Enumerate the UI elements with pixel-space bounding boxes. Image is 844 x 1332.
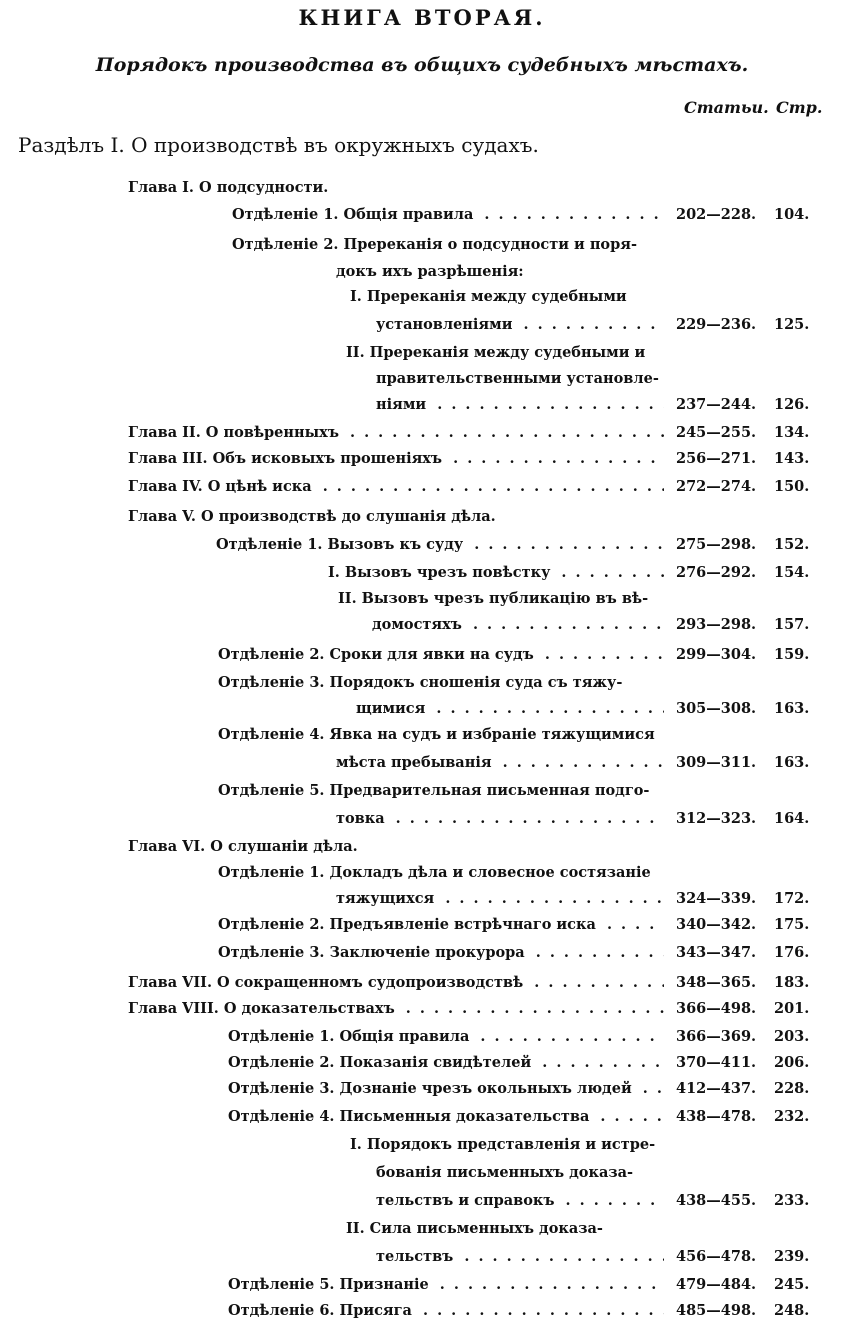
toc-entry-text: Отдѣленіе 1. Общія правила [228,1028,473,1045]
toc-entry [128,476,664,498]
toc-entry [336,752,664,774]
toc-entry [128,422,664,444]
toc-articles: 275—298. [676,536,757,553]
toc-entry-text: Глава II. О повѣренныхъ [128,424,343,441]
toc-entry-text: Отдѣленіе 5. Признаніе [228,1276,433,1293]
toc-entry-text: Отдѣленіе 3. Заключеніе прокурора [218,944,529,961]
toc-articles: 456—478. [676,1248,757,1265]
toc-entry [216,534,664,556]
toc-entry-text: II. Вызовъ чрезъ публикацію въ вѣ- [338,590,652,607]
toc-row [0,1104,844,1130]
toc-entry [232,234,664,256]
toc-row [0,284,844,310]
column-header-articles: Статьи. [684,98,769,117]
toc-row [0,586,844,612]
book-subtitle: Порядокъ производства въ общихъ судебныхъ мѣстахъ. [95,54,749,76]
toc-entry [376,368,664,390]
column-header-page: Стр. [776,98,823,117]
toc-row [0,420,844,446]
toc-page-number: 104. [774,206,810,223]
toc-articles: 340—342. [676,916,757,933]
toc-entry [228,1300,664,1322]
toc-row [0,886,844,912]
toc-page-number: 154. [774,564,810,581]
toc-page-number: 203. [774,1028,810,1045]
toc-row [0,750,844,776]
toc-entry [350,1134,664,1156]
toc-row [0,940,844,966]
toc-articles: 438—455. [676,1192,757,1209]
toc-row [0,996,844,1022]
toc-entry [218,942,664,964]
toc-row [0,1298,844,1324]
toc-page-number: 233. [774,1192,810,1209]
toc-entry-text: Отдѣленіе 5. Предварительная письменная подго- [218,782,653,799]
toc-page-number: 176. [774,944,810,961]
toc-entry [128,972,664,994]
toc-row [0,474,844,500]
toc-articles: 272—274. [676,478,757,495]
toc-page-number: 175. [774,916,810,933]
toc-entry-text: II. Сила письменныхъ доказа- [346,1220,607,1237]
toc-row [0,1244,844,1270]
toc-entry [228,1026,664,1048]
toc-entry [376,314,664,336]
toc-articles: 202—228. [676,206,757,223]
toc-row [0,834,844,860]
toc-entry-text: I. Вызовъ чрезъ повѣстку [328,564,554,581]
toc-page-number: 157. [774,616,810,633]
toc-articles: 324—339. [676,890,757,907]
toc-row [0,1132,844,1158]
toc-entry-text: Отдѣленіе 4. Письменныя доказательства [228,1108,593,1125]
toc-entry-text: Отдѣленіе 2. Предъявленіе встрѣчнаго иска [218,916,600,933]
toc-row [0,560,844,586]
toc-entry [350,286,664,308]
toc-entry [128,998,664,1020]
toc-entry-text: Отдѣленіе 2. Пререканія о подсудности и поря- [232,236,641,253]
toc-entry-text: ніями [376,396,430,413]
toc-articles: 485—498. [676,1302,757,1319]
toc-entry-text: Отдѣленіе 2. Показанія свидѣтелей [228,1054,535,1071]
toc-articles: 348—365. [676,974,757,991]
section-heading: Раздѣлъ I. О производствѣ въ окружныхъ судахъ. [18,133,539,157]
toc-row [0,970,844,996]
toc-page-number: 125. [774,316,810,333]
toc-row [0,446,844,472]
toc-articles: 256—271. [676,450,757,467]
toc-articles: 305—308. [676,700,757,717]
toc-page-number: 150. [774,478,810,495]
toc-page-number: 163. [774,700,810,717]
toc-entry-text: Глава VII. О сокращенномъ судопроизводствѣ [128,974,527,991]
toc-row [0,1160,844,1186]
toc-row [0,366,844,392]
toc-entry-text: Отдѣленіе 4. Явка на судъ и избраніе тяжущимися [218,726,659,743]
toc-page-number: 232. [774,1108,810,1125]
toc-articles: 366—498. [676,1000,757,1017]
toc-entry [218,780,664,802]
toc-entry-text: товка [336,810,389,827]
toc-articles: 309—311. [676,754,757,771]
toc-entry [218,644,664,666]
toc-entry [346,342,664,364]
toc-entry [372,614,664,636]
toc-articles: 412—437. [676,1080,757,1097]
toc-articles: 299—304. [676,646,757,663]
toc-articles: 312—323. [676,810,757,827]
toc-page-number: 228. [774,1080,810,1097]
toc-entry [128,836,664,858]
toc-row [0,1076,844,1102]
toc-entry-text: тельствъ и справокъ [376,1192,558,1209]
toc-entry-text: Глава III. Объ исковыхъ прошеніяхъ [128,450,446,467]
toc-entry [218,914,664,936]
toc-row [0,642,844,668]
toc-articles: 479—484. [676,1276,757,1293]
toc-articles: 438—478. [676,1108,757,1125]
toc-entry-text: Глава VIII. О доказательствахъ [128,1000,399,1017]
toc-row [0,202,844,228]
toc-articles: 237—244. [676,396,757,413]
toc-entry [346,1218,664,1240]
toc-articles: 343—347. [676,944,757,961]
toc-entry-text: тельствъ [376,1248,457,1265]
toc-entry [218,672,664,694]
toc-entry-text: Отдѣленіе 1. Общія правила [232,206,477,223]
toc-row [0,806,844,832]
toc-page-number: 143. [774,450,810,467]
toc-entry [336,808,664,830]
toc-page-number: 239. [774,1248,810,1265]
toc-page-number: 201. [774,1000,810,1017]
toc-articles: 370—411. [676,1054,757,1071]
toc-entry [336,888,664,910]
toc-entry [338,588,664,610]
toc-page-number: 152. [774,536,810,553]
toc-entry [228,1052,664,1074]
toc-entry-text: щимися [356,700,429,717]
toc-row [0,392,844,418]
toc-entry-text: домостяхъ [372,616,466,633]
toc-page-number: 248. [774,1302,810,1319]
toc-entry [228,1106,664,1128]
toc-page-number: 183. [774,974,810,991]
toc-entry [376,1246,664,1268]
toc-entry-text: тяжущихся [336,890,438,907]
toc-entry-text: I. Порядокъ представленія и истре- [350,1136,659,1153]
toc-page-number: 134. [774,424,810,441]
toc-entry [228,1078,664,1100]
toc-entry-text: Отдѣленіе 3. Дознаніе чрезъ окольныхъ людей [228,1080,636,1097]
toc-entry [128,448,664,470]
toc-entry-text: Отдѣленіе 3. Порядокъ сношенія суда съ тяжу- [218,674,626,691]
toc-row [0,912,844,938]
toc-entry-text: II. Пререканія между судебными и [346,344,649,361]
toc-page-number: 164. [774,810,810,827]
toc-entry [228,1274,664,1296]
toc-entry-text: докъ ихъ разрѣшенія: [336,263,528,280]
toc-row [0,670,844,696]
toc-row [0,312,844,338]
book-title: КНИГА ВТОРАЯ. [298,5,546,30]
toc-row [0,696,844,722]
toc-entry [218,724,664,746]
toc-page-number: 126. [774,396,810,413]
toc-entry-text: Глава I. О подсудности. [128,179,332,196]
toc-entry-text: Отдѣленіе 6. Присяга [228,1302,416,1319]
toc-entry-text: Глава VI. О слушаніи дѣла. [128,838,362,855]
toc-entry-text: I. Пререканія между судебными [350,288,631,305]
toc-articles: 293—298. [676,616,757,633]
toc-row [0,612,844,638]
toc-articles: 276—292. [676,564,757,581]
toc-page-number: 245. [774,1276,810,1293]
toc-entry [376,394,664,416]
toc-row [0,504,844,530]
toc-articles: 366—369. [676,1028,757,1045]
toc-row [0,175,844,201]
toc-row [0,722,844,748]
toc-row [0,1188,844,1214]
toc-articles: 245—255. [676,424,757,441]
toc-row [0,860,844,886]
toc-entry-text: Отдѣленіе 2. Сроки для явки на судъ [218,646,538,663]
toc-entry [376,1162,664,1184]
toc-entry [232,204,664,226]
toc-page-number: 172. [774,890,810,907]
toc-page-number: 206. [774,1054,810,1071]
toc-entry [328,562,664,584]
toc-entry-text: бованія письменныхъ доказа- [376,1164,637,1181]
toc-entry-text: установленіями [376,316,516,333]
toc-page-number: 159. [774,646,810,663]
toc-entry-text: Глава V. О производствѣ до слушанія дѣла. [128,508,500,525]
toc-row [0,1216,844,1242]
toc-row [0,1050,844,1076]
toc-entry-text: правительственными установле- [376,370,663,387]
toc-page-number: 163. [774,754,810,771]
toc-row [0,1024,844,1050]
toc-row [0,532,844,558]
toc-entry-text: Отдѣленіе 1. Вызовъ къ суду [216,536,467,553]
toc-entry-text: Глава IV. О цѣнѣ иска [128,478,316,495]
toc-entry [128,177,664,199]
toc-row [0,340,844,366]
toc-entry-text: мѣста пребыванія [336,754,496,771]
toc-entry [218,862,664,884]
toc-row [0,778,844,804]
toc-articles: 229—236. [676,316,757,333]
toc-row [0,1272,844,1298]
toc-entry [376,1190,664,1212]
toc-entry [356,698,664,720]
toc-entry [128,506,664,528]
toc-entry-text: Отдѣленіе 1. Докладъ дѣла и словесное состязаніе [218,864,655,881]
toc-row [0,259,844,285]
toc-row [0,232,844,258]
toc-entry [336,261,664,283]
